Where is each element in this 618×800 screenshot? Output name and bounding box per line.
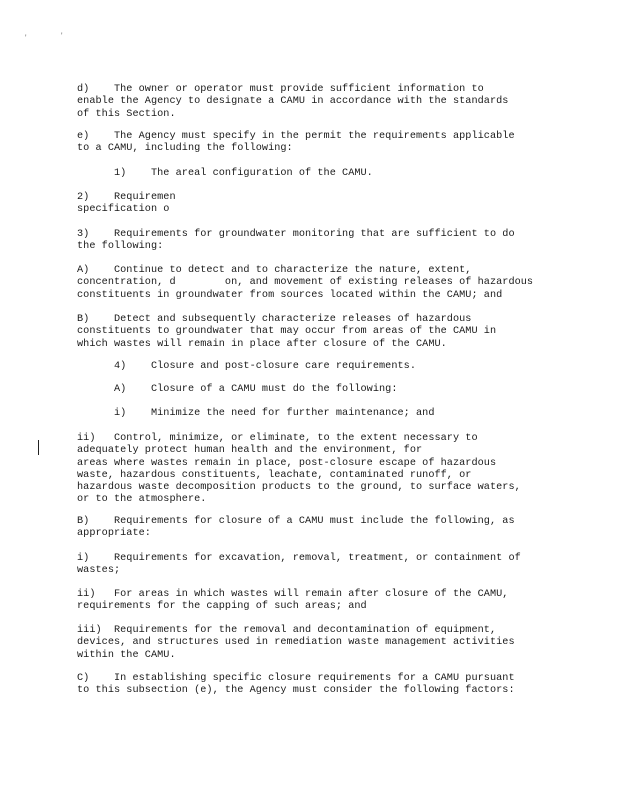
paragraph-e-4-A: A) Closure of a CAMU must do the following:	[77, 384, 398, 395]
paragraph-e-1: 1) The areal configuration of the CAMU.	[77, 168, 373, 179]
paragraph-e-4: 4) Closure and post-closure care requirements.	[77, 361, 416, 372]
paragraph-d: d) The owner or operator must provide sufficient information to enable the Agency to designate a CAMU in accordance with the standards of this Section.	[77, 84, 509, 120]
scan-mark: '	[60, 32, 64, 39]
scan-mark: '	[24, 34, 28, 41]
paragraph-e: e) The Agency must specify in the permit the requirements applicable to a CAMU, including the following:	[77, 131, 515, 155]
paragraph-e-4-B-iii: iii) Requirements for the removal and decontamination of equipment, devices, and structures used in remediation waste management activities within the CAMU.	[77, 625, 515, 661]
paragraph-e-4-B: B) Requirements for closure of a CAMU must include the following, as appropriate:	[77, 516, 515, 540]
paragraph-e-3-B: B) Detect and subsequently characterize releases of hazardous constituents to groundwater that may occur from areas of the CAMU in which wastes will remain in place after closure of the CAMU.	[77, 314, 497, 350]
paragraph-e-2: 2) Requiremen specification o	[77, 192, 176, 216]
paragraph-e-4-A-ii: ii) Control, minimize, or eliminate, to the extent necessary to adequately protect human health and the environment, for areas where wastes remain in place, post-closure escape of hazardous waste, hazardous constituents, leachate, contaminated runoff, or hazardous waste decomposition products to the ground, to surface waters, or to the atmosphere.	[77, 433, 521, 506]
paragraph-e-4-C: C) In establishing specific closure requirements for a CAMU pursuant to this subsection (e), the Agency must consider the following factors:	[77, 673, 515, 697]
revision-bar	[38, 440, 39, 455]
paragraph-e-4-B-ii: ii) For areas in which wastes will remain after closure of the CAMU, requirements for the capping of such areas; and	[77, 589, 509, 613]
paragraph-e-4-B-i: i) Requirements for excavation, removal, treatment, or containment of wastes;	[77, 553, 521, 577]
paragraph-e-3: 3) Requirements for groundwater monitoring that are sufficient to do the following:	[77, 229, 515, 253]
paragraph-e-3-A: A) Continue to detect and to characterize the nature, extent, concentration, d on, and movement of existing releases of hazardous constituents in groundwater from sources located within the CAMU; and	[77, 265, 534, 301]
paragraph-e-4-A-i: i) Minimize the need for further maintenance; and	[77, 408, 435, 419]
